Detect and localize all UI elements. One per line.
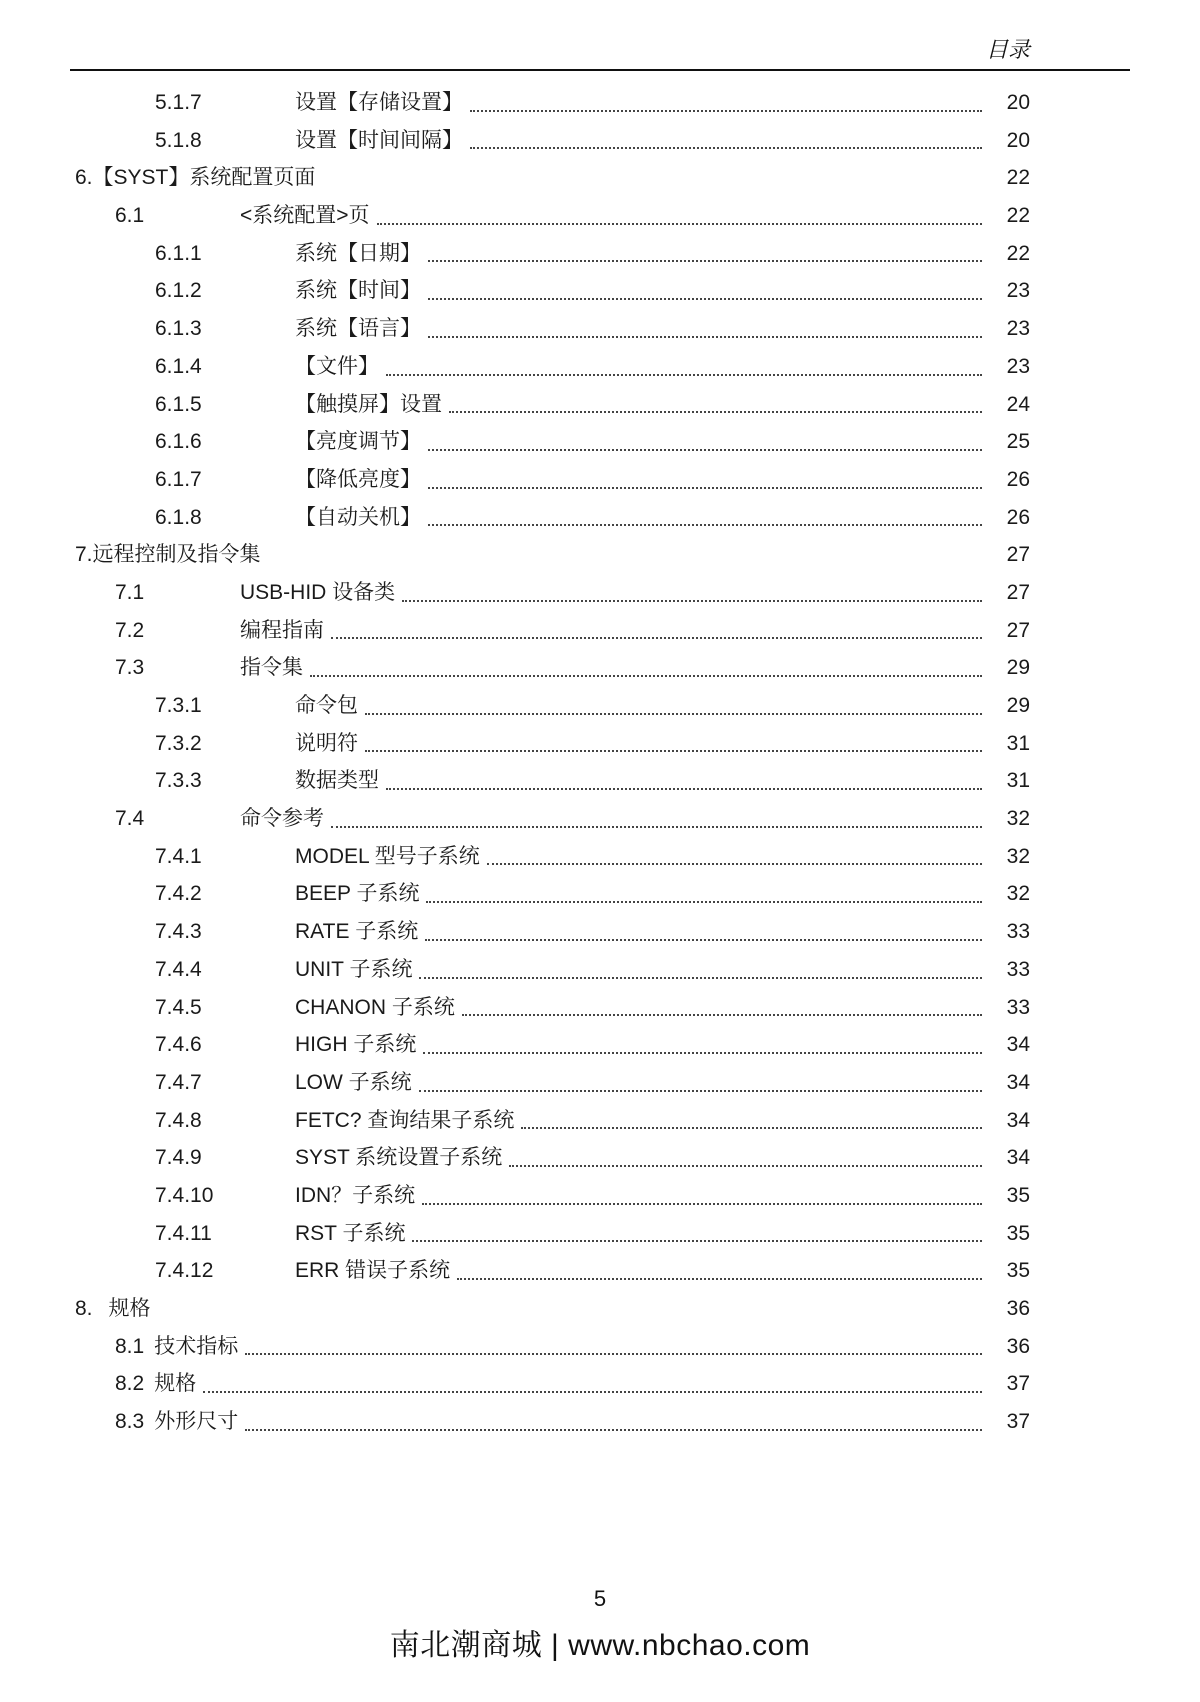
toc-entry-number: 6.1.5 (155, 392, 202, 416)
toc-entry-title: 规格 (154, 1372, 197, 1396)
toc-entry-page: 27 (1006, 543, 1030, 567)
toc-entry-number: 8.2 (115, 1372, 145, 1396)
toc-entry-page: 29 (1006, 656, 1030, 680)
toc-entry-number: 6.1.7 (155, 467, 202, 491)
toc-entry-number: 6.1.6 (155, 430, 202, 454)
toc-entry[interactable] (70, 1139, 1030, 1177)
toc-entry-title: 系统【时间】 (295, 279, 421, 303)
toc-entry[interactable] (70, 197, 1030, 235)
toc-entry-title: 说明符 (295, 731, 358, 755)
toc-leader-dots (412, 1240, 982, 1242)
toc-entry-page: 25 (1006, 430, 1030, 454)
toc-entry-page: 23 (1006, 354, 1030, 378)
toc-entry[interactable] (70, 913, 1030, 951)
toc-entry-page: 32 (1006, 844, 1030, 868)
toc-entry-title: CHANON 子系统 (295, 995, 455, 1019)
toc-leader-dots (331, 637, 982, 639)
toc-entry-number: 7.4.8 (155, 1108, 202, 1132)
toc-entry-page: 33 (1006, 957, 1030, 981)
toc-leader-dots (462, 1014, 982, 1016)
footer-site-text: 南北潮商城 | www.nbchao.com (389, 1629, 811, 1662)
toc-leader-dots (470, 147, 982, 149)
toc-entry-number: 7.1 (115, 580, 145, 604)
toc-entry-number: 6.1.1 (155, 241, 202, 265)
page-number: 5 (593, 1586, 607, 1611)
toc-entry[interactable] (70, 386, 1030, 424)
toc-entry-page: 32 (1006, 807, 1030, 831)
toc-entry-page: 34 (1006, 1108, 1030, 1132)
toc-entry[interactable] (70, 122, 1030, 160)
toc-entry-number: 6.1 (115, 204, 145, 228)
toc-leader-dots (203, 1391, 982, 1393)
toc-entry-number: 6.1.3 (155, 317, 202, 341)
toc-entry-title: 外形尺寸 (154, 1410, 239, 1434)
toc-entry-page: 31 (1006, 731, 1030, 755)
toc-entry-number: 7.4.5 (155, 995, 202, 1019)
toc-entry[interactable] (70, 989, 1030, 1027)
toc-entry-number: 6.1.8 (155, 505, 202, 529)
toc-leader-dots (419, 977, 982, 979)
toc-entry-title: 系统【日期】 (295, 241, 421, 265)
toc-entry-title: FETC? 查询结果子系统 (295, 1108, 515, 1132)
toc-entry-title: RATE 子系统 (295, 920, 419, 944)
toc-entry-title: IDN？子系统 (295, 1183, 416, 1207)
toc-entry-title: 【触摸屏】设置 (295, 392, 442, 416)
toc-leader-dots (428, 487, 982, 489)
toc-leader-dots (428, 260, 982, 262)
toc-leader-dots (449, 411, 982, 413)
toc-leader-dots (386, 788, 982, 790)
toc-leader-dots (386, 374, 982, 376)
toc-entry-title: 远程控制及指令集 (92, 543, 261, 567)
toc-entry-title: 数据类型 (295, 769, 379, 793)
toc-entry[interactable] (70, 687, 1030, 725)
toc-entry[interactable] (70, 838, 1030, 876)
toc-entry[interactable] (70, 1328, 1030, 1366)
toc-entry[interactable] (70, 1365, 1030, 1403)
toc-entry[interactable] (70, 348, 1030, 386)
toc-entry-number: 7.4.2 (155, 882, 202, 906)
toc-entry-title: SYST 系统设置子系统 (295, 1146, 503, 1170)
toc-leader-dots (457, 1278, 982, 1280)
toc-entry-title: 编程指南 (240, 618, 324, 642)
toc-entry[interactable] (70, 461, 1030, 499)
toc-entry-title: 命令包 (295, 694, 358, 717)
toc-leader-dots (377, 223, 982, 225)
toc-entry-number: 7.4.6 (155, 1033, 202, 1057)
toc-entry-page: 36 (1006, 1297, 1030, 1320)
toc-entry-page: 35 (1006, 1221, 1030, 1245)
toc-entry[interactable] (70, 235, 1030, 273)
toc-entry-number: 7.4.7 (155, 1070, 202, 1094)
toc-entry-number: 6.1.4 (155, 354, 202, 378)
toc-leader-dots (428, 298, 982, 300)
toc-entry-number: 5.1.8 (155, 128, 202, 152)
header-rule (70, 69, 1130, 71)
toc-entry-title: ERR 错误子系统 (295, 1259, 451, 1283)
toc-entry-number: 6. (75, 166, 93, 190)
toc-entry-page: 23 (1006, 317, 1030, 341)
toc-leader-dots (470, 110, 982, 112)
toc-entry-page: 20 (1006, 91, 1030, 114)
toc-leader-dots (419, 1090, 982, 1092)
toc-entry-page: 22 (1006, 166, 1030, 190)
toc-leader-dots (245, 1353, 982, 1355)
toc-entry-title: 命令参考 (240, 807, 324, 831)
toc-entry[interactable] (70, 800, 1030, 838)
toc-entry-number: 7.4 (115, 807, 145, 831)
table-of-contents (70, 84, 1030, 1441)
toc-entry-number: 8.1 (115, 1334, 145, 1358)
toc-entry[interactable] (70, 574, 1030, 612)
toc-entry[interactable] (70, 725, 1030, 763)
toc-entry[interactable] (70, 1290, 1030, 1328)
toc-entry-number: 7.2 (115, 618, 145, 642)
toc-entry-number: 7.4.4 (155, 957, 202, 981)
toc-entry-number: 7.4.3 (155, 920, 202, 944)
toc-entry-page: 26 (1006, 505, 1030, 529)
toc-entry-number: 7.4.10 (155, 1183, 214, 1207)
toc-entry[interactable] (70, 536, 1030, 574)
toc-entry-page: 32 (1006, 882, 1030, 906)
toc-leader-dots (521, 1127, 982, 1129)
toc-entry-title: 规格 (108, 1297, 151, 1320)
toc-entry[interactable] (70, 1252, 1030, 1290)
toc-entry[interactable] (70, 762, 1030, 800)
toc-entry-page: 37 (1006, 1410, 1030, 1434)
toc-leader-dots (487, 863, 982, 865)
toc-entry-number: 7.4.1 (155, 844, 202, 868)
toc-entry-page: 23 (1006, 279, 1030, 303)
toc-entry-number: 7.4.9 (155, 1146, 202, 1170)
toc-leader-dots (331, 826, 982, 828)
toc-entry-page: 33 (1006, 995, 1030, 1019)
toc-leader-dots (425, 939, 982, 941)
toc-entry-title: 【降低亮度】 (295, 467, 421, 491)
toc-entry-title: BEEP 子系统 (295, 882, 420, 906)
toc-leader-dots (310, 675, 982, 677)
page-header-title: 目录 (985, 38, 1030, 63)
toc-entry[interactable] (70, 1026, 1030, 1064)
toc-entry[interactable] (70, 1177, 1030, 1215)
toc-entry[interactable] (70, 310, 1030, 348)
toc-entry[interactable] (70, 423, 1030, 461)
toc-leader-dots (365, 713, 982, 715)
toc-entry[interactable] (70, 875, 1030, 913)
toc-entry-title: 【文件】 (295, 354, 379, 378)
toc-entry-page: 34 (1006, 1033, 1030, 1057)
toc-leader-dots (509, 1165, 982, 1167)
toc-entry[interactable] (70, 1102, 1030, 1140)
toc-entry-number: 7.4.12 (155, 1259, 214, 1283)
toc-entry-title: USB-HID 设备类 (240, 580, 396, 604)
toc-entry-page: 34 (1006, 1146, 1030, 1170)
toc-entry-page: 36 (1006, 1334, 1030, 1358)
toc-entry-title: 设置【时间间隔】 (295, 128, 463, 152)
toc-entry-page: 37 (1006, 1372, 1030, 1396)
toc-entry-title: 【SYST】系统配置页面 (92, 166, 316, 190)
toc-leader-dots (402, 600, 982, 602)
toc-entry-number: 7.3.3 (155, 769, 202, 793)
toc-entry-number: 5.1.7 (155, 91, 202, 114)
toc-entry-page: 22 (1006, 241, 1030, 265)
toc-entry-number: 7.4.11 (155, 1221, 212, 1245)
toc-entry[interactable] (70, 159, 1030, 197)
toc-entry-number: 7.3 (115, 656, 145, 680)
toc-entry-page: 27 (1006, 618, 1030, 642)
toc-entry-page: 31 (1006, 769, 1030, 793)
toc-entry[interactable] (70, 649, 1030, 687)
toc-entry-page: 26 (1006, 467, 1030, 491)
toc-entry-number: 8.3 (115, 1410, 145, 1434)
toc-entry-number: 7.3.1 (155, 694, 202, 717)
toc-entry-page: 35 (1006, 1259, 1030, 1283)
toc-entry-title: RST 子系统 (295, 1221, 406, 1245)
toc-entry-page: 20 (1006, 128, 1030, 152)
toc-entry-title: 技术指标 (154, 1334, 239, 1358)
toc-entry-page: 35 (1006, 1183, 1030, 1207)
toc-entry-page: 27 (1006, 580, 1030, 604)
toc-entry-page: 29 (1006, 694, 1030, 717)
toc-leader-dots (428, 449, 982, 451)
toc-leader-dots (245, 1429, 982, 1431)
toc-entry[interactable] (70, 1403, 1030, 1441)
toc-leader-dots (428, 524, 982, 526)
page-header (70, 38, 1130, 71)
toc-entry-title: LOW 子系统 (295, 1070, 412, 1094)
toc-entry[interactable] (70, 612, 1030, 650)
toc-entry-page: 22 (1006, 204, 1030, 228)
toc-leader-dots (426, 901, 982, 903)
toc-entry[interactable] (70, 84, 1030, 122)
toc-leader-dots (422, 1203, 982, 1205)
toc-entry-page: 34 (1006, 1070, 1030, 1094)
toc-entry-number: 7.3.2 (155, 731, 202, 755)
toc-entry-number: 7. (75, 543, 93, 567)
toc-entry[interactable] (70, 499, 1030, 537)
toc-entry-title: 【自动关机】 (295, 505, 421, 529)
toc-entry-page: 24 (1006, 392, 1030, 416)
toc-entry-title: UNIT 子系统 (295, 957, 413, 981)
toc-leader-dots (365, 750, 982, 752)
toc-entry[interactable] (70, 272, 1030, 310)
toc-entry-title: <系统配置>页 (240, 204, 370, 228)
toc-entry-title: MODEL 型号子系统 (295, 844, 480, 868)
toc-entry[interactable] (70, 1064, 1030, 1102)
toc-entry-number: 6.1.2 (155, 279, 202, 303)
toc-leader-dots (423, 1052, 982, 1054)
toc-entry-title: 系统【语言】 (295, 317, 421, 341)
toc-entry-number: 8. (75, 1297, 93, 1320)
toc-entry-page: 33 (1006, 920, 1030, 944)
toc-leader-dots (428, 336, 982, 338)
toc-entry-title: 指令集 (240, 656, 303, 680)
toc-entry-title: 设置【存储设置】 (295, 91, 463, 114)
toc-entry[interactable] (70, 1215, 1030, 1253)
toc-entry[interactable] (70, 951, 1030, 989)
toc-entry-title: HIGH 子系统 (295, 1033, 417, 1057)
toc-entry-title: 【亮度调节】 (295, 430, 421, 454)
